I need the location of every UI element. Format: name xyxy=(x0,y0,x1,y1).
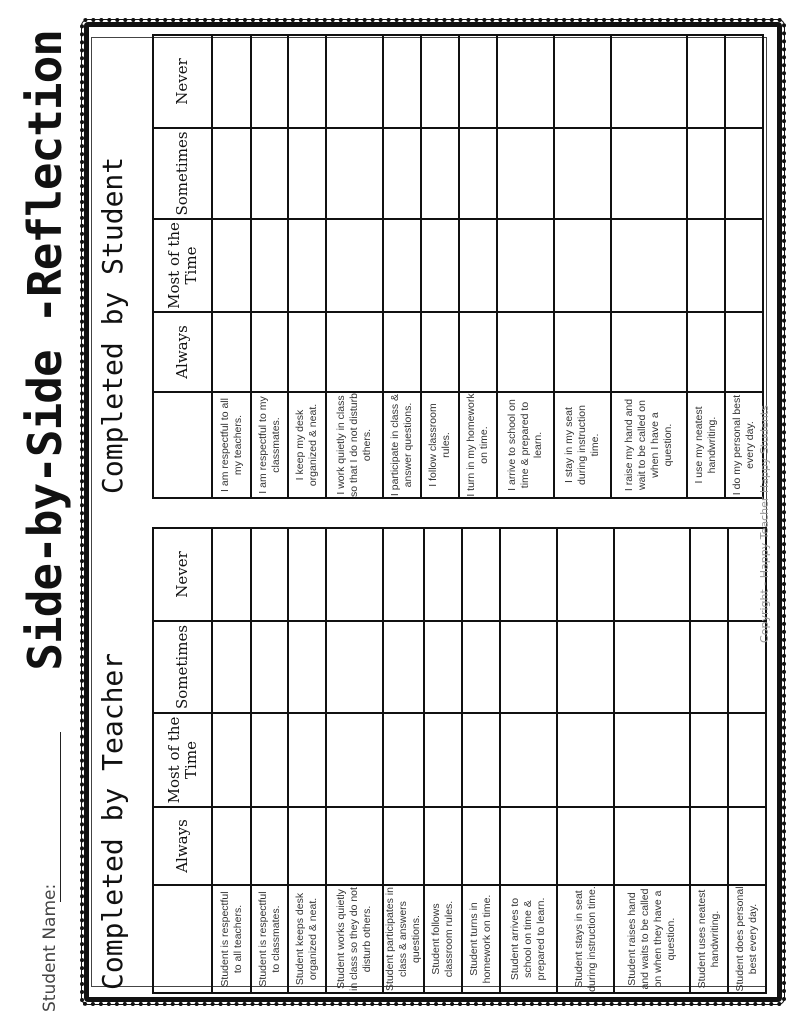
rating-cell-most-of-the-time[interactable] xyxy=(212,219,251,312)
rating-cell-never[interactable] xyxy=(251,35,288,128)
column-header: Sometimes xyxy=(153,621,212,713)
behavior-label: Student is respectful to classmates. xyxy=(251,885,288,993)
rating-cell-never[interactable] xyxy=(424,528,462,621)
table-row xyxy=(288,528,326,993)
column-header: Always xyxy=(153,807,212,885)
rating-cell-never[interactable] xyxy=(212,35,251,128)
rating-cell-sometimes[interactable] xyxy=(462,621,500,713)
rating-cell-sometimes[interactable] xyxy=(421,128,459,219)
teacher-rating-table xyxy=(152,527,767,994)
table-row xyxy=(251,528,288,993)
page-title: Side-by-Side -Reflection xyxy=(18,30,72,671)
rating-cell-sometimes[interactable] xyxy=(251,128,288,219)
rating-cell-always[interactable] xyxy=(611,312,687,392)
rating-cell-most-of-the-time[interactable] xyxy=(554,219,611,312)
rating-cell-always[interactable] xyxy=(212,312,251,392)
rating-cell-most-of-the-time[interactable] xyxy=(462,713,500,807)
rating-cell-always[interactable] xyxy=(614,807,690,885)
rating-cell-sometimes[interactable] xyxy=(288,128,326,219)
student-rating-table xyxy=(152,34,764,499)
rating-cell-always[interactable] xyxy=(288,312,326,392)
table-row xyxy=(383,528,424,993)
student-name-label: Student Name: xyxy=(40,883,60,1012)
rating-cell-sometimes[interactable] xyxy=(212,128,251,219)
rating-cell-most-of-the-time[interactable] xyxy=(383,713,424,807)
rating-cell-most-of-the-time[interactable] xyxy=(383,219,421,312)
rating-cell-always[interactable] xyxy=(383,312,421,392)
rating-cell-sometimes[interactable] xyxy=(383,128,421,219)
rating-cell-most-of-the-time[interactable] xyxy=(459,219,497,312)
rating-cell-most-of-the-time[interactable] xyxy=(251,219,288,312)
behavior-label: Student keeps desk organized & neat. xyxy=(288,885,326,993)
column-header: Sometimes xyxy=(153,128,212,219)
table-row xyxy=(251,35,288,498)
rating-cell-always[interactable] xyxy=(383,807,424,885)
rating-cell-always[interactable] xyxy=(251,312,288,392)
rating-cell-never[interactable] xyxy=(383,35,421,128)
rating-cell-sometimes[interactable] xyxy=(725,128,763,219)
behavior-label: I am respectful to all my teachers. xyxy=(212,392,251,498)
rating-cell-sometimes[interactable] xyxy=(326,128,383,219)
rating-cell-most-of-the-time[interactable] xyxy=(611,219,687,312)
table-row xyxy=(554,35,611,498)
table-row xyxy=(421,35,459,498)
column-header: Never xyxy=(153,528,212,621)
column-header xyxy=(153,392,212,498)
rating-cell-always[interactable] xyxy=(424,807,462,885)
rating-cell-most-of-the-time[interactable] xyxy=(251,713,288,807)
rating-cell-always[interactable] xyxy=(557,807,614,885)
behavior-label: I keep my desk organized & neat. xyxy=(288,392,326,498)
rating-cell-never[interactable] xyxy=(690,528,728,621)
rating-cell-sometimes[interactable] xyxy=(383,621,424,713)
behavior-label: Student arrives to school on time & prepared to learn. xyxy=(500,885,557,993)
rating-cell-sometimes[interactable] xyxy=(497,128,554,219)
behavior-label: I do my personal best every day. xyxy=(725,392,763,498)
column-header xyxy=(153,885,212,993)
rating-cell-most-of-the-time[interactable] xyxy=(326,713,383,807)
rating-cell-always[interactable] xyxy=(725,312,763,392)
rating-cell-never[interactable] xyxy=(326,528,383,621)
rating-cell-sometimes[interactable] xyxy=(251,621,288,713)
rating-cell-most-of-the-time[interactable] xyxy=(497,219,554,312)
copyright-text: Copyright - Happy Teacher Happy Students xyxy=(758,405,771,643)
rating-cell-sometimes[interactable] xyxy=(687,128,725,219)
table-row xyxy=(497,35,554,498)
rating-cell-always[interactable] xyxy=(288,807,326,885)
rating-cell-never[interactable] xyxy=(288,528,326,621)
table-row xyxy=(212,35,251,498)
behavior-label: I raise my hand and wait to be called on when I have a question. xyxy=(611,392,687,498)
student-section-heading: Completed by Student xyxy=(96,156,129,494)
table-row xyxy=(500,528,557,993)
behavior-label: Student works quietly in class so they do not disturb others. xyxy=(326,885,383,993)
rating-cell-never[interactable] xyxy=(459,35,497,128)
rating-cell-sometimes[interactable] xyxy=(459,128,497,219)
table-row xyxy=(611,35,687,498)
table-row xyxy=(288,35,326,498)
rating-cell-most-of-the-time[interactable] xyxy=(614,713,690,807)
table-row xyxy=(424,528,462,993)
rating-cell-sometimes[interactable] xyxy=(690,621,728,713)
rating-cell-never[interactable] xyxy=(725,35,763,128)
rating-cell-most-of-the-time[interactable] xyxy=(421,219,459,312)
header-row xyxy=(153,35,212,498)
behavior-label: I use my neatest handwriting. xyxy=(687,392,725,498)
rating-cell-always[interactable] xyxy=(251,807,288,885)
rating-cell-never[interactable] xyxy=(611,35,687,128)
rating-cell-always[interactable] xyxy=(462,807,500,885)
rating-cell-always[interactable] xyxy=(554,312,611,392)
rating-cell-always[interactable] xyxy=(326,807,383,885)
column-header: Always xyxy=(153,312,212,392)
behavior-label: I work quietly in class so that I do not disturb others. xyxy=(326,392,383,498)
header-row xyxy=(153,528,212,993)
table-row xyxy=(326,35,383,498)
behavior-label: Student raises hand and waits to be called on when they have a question. xyxy=(614,885,690,993)
behavior-label: I turn in my homework on time. xyxy=(459,392,497,498)
rating-cell-never[interactable] xyxy=(383,528,424,621)
rating-cell-sometimes[interactable] xyxy=(424,621,462,713)
student-name-field[interactable] xyxy=(60,732,61,902)
rating-cell-sometimes[interactable] xyxy=(614,621,690,713)
behavior-label: I am respectful to my classmates. xyxy=(251,392,288,498)
column-header: Most of the Time xyxy=(153,219,212,312)
table-row xyxy=(383,35,421,498)
teacher-section-heading: Completed by Teacher xyxy=(96,652,129,990)
rating-cell-most-of-the-time[interactable] xyxy=(212,713,251,807)
rating-cell-never[interactable] xyxy=(554,35,611,128)
rating-cell-always[interactable] xyxy=(497,312,554,392)
behavior-label: Student participates in class & answers questions. xyxy=(383,885,424,993)
rating-cell-always[interactable] xyxy=(421,312,459,392)
rating-cell-never[interactable] xyxy=(462,528,500,621)
behavior-label: I stay in my seat during instruction time. xyxy=(554,392,611,498)
rating-cell-most-of-the-time[interactable] xyxy=(687,219,725,312)
rating-cell-sometimes[interactable] xyxy=(611,128,687,219)
behavior-label: Student stays in seat during instruction time. xyxy=(557,885,614,993)
behavior-label: I participate in class & answer questions. xyxy=(383,392,421,498)
rating-cell-most-of-the-time[interactable] xyxy=(690,713,728,807)
behavior-label: Student does personal best every day. xyxy=(728,885,766,993)
rating-cell-never[interactable] xyxy=(326,35,383,128)
rating-cell-never[interactable] xyxy=(500,528,557,621)
rating-cell-always[interactable] xyxy=(326,312,383,392)
rating-cell-sometimes[interactable] xyxy=(554,128,611,219)
rating-cell-most-of-the-time[interactable] xyxy=(288,219,326,312)
table-row xyxy=(557,528,614,993)
rating-cell-never[interactable] xyxy=(421,35,459,128)
table-row xyxy=(459,35,497,498)
rating-cell-sometimes[interactable] xyxy=(288,621,326,713)
table-row xyxy=(212,528,251,993)
rating-cell-most-of-the-time[interactable] xyxy=(728,713,766,807)
behavior-label: Student uses neatest handwriting. xyxy=(690,885,728,993)
table-row xyxy=(326,528,383,993)
behavior-label: Student follows classroom rules. xyxy=(424,885,462,993)
table-row xyxy=(462,528,500,993)
rating-cell-most-of-the-time[interactable] xyxy=(725,219,763,312)
rating-cell-most-of-the-time[interactable] xyxy=(557,713,614,807)
rating-cell-always[interactable] xyxy=(459,312,497,392)
rating-cell-never[interactable] xyxy=(687,35,725,128)
behavior-label: Student turns in homework on time. xyxy=(462,885,500,993)
rating-cell-never[interactable] xyxy=(614,528,690,621)
table-row xyxy=(690,528,728,993)
rating-cell-never[interactable] xyxy=(288,35,326,128)
rating-cell-never[interactable] xyxy=(497,35,554,128)
rating-cell-always[interactable] xyxy=(500,807,557,885)
rating-cell-never[interactable] xyxy=(251,528,288,621)
behavior-label: Student is respectful to all teachers. xyxy=(212,885,251,993)
rating-cell-always[interactable] xyxy=(728,807,766,885)
rating-cell-sometimes[interactable] xyxy=(557,621,614,713)
behavior-label: I follow classroom rules. xyxy=(421,392,459,498)
behavior-label: I arrive to school on time & prepared to learn. xyxy=(497,392,554,498)
rating-cell-always[interactable] xyxy=(687,312,725,392)
table-row xyxy=(614,528,690,993)
rating-cell-most-of-the-time[interactable] xyxy=(326,219,383,312)
table-row xyxy=(687,35,725,498)
rating-cell-sometimes[interactable] xyxy=(500,621,557,713)
rating-cell-sometimes[interactable] xyxy=(212,621,251,713)
rating-cell-sometimes[interactable] xyxy=(326,621,383,713)
rating-cell-always[interactable] xyxy=(690,807,728,885)
rating-cell-always[interactable] xyxy=(212,807,251,885)
column-header: Most of the Time xyxy=(153,713,212,807)
rating-cell-most-of-the-time[interactable] xyxy=(424,713,462,807)
rating-cell-most-of-the-time[interactable] xyxy=(288,713,326,807)
rating-cell-never[interactable] xyxy=(557,528,614,621)
rating-cell-never[interactable] xyxy=(212,528,251,621)
column-header: Never xyxy=(153,35,212,128)
rating-cell-most-of-the-time[interactable] xyxy=(500,713,557,807)
